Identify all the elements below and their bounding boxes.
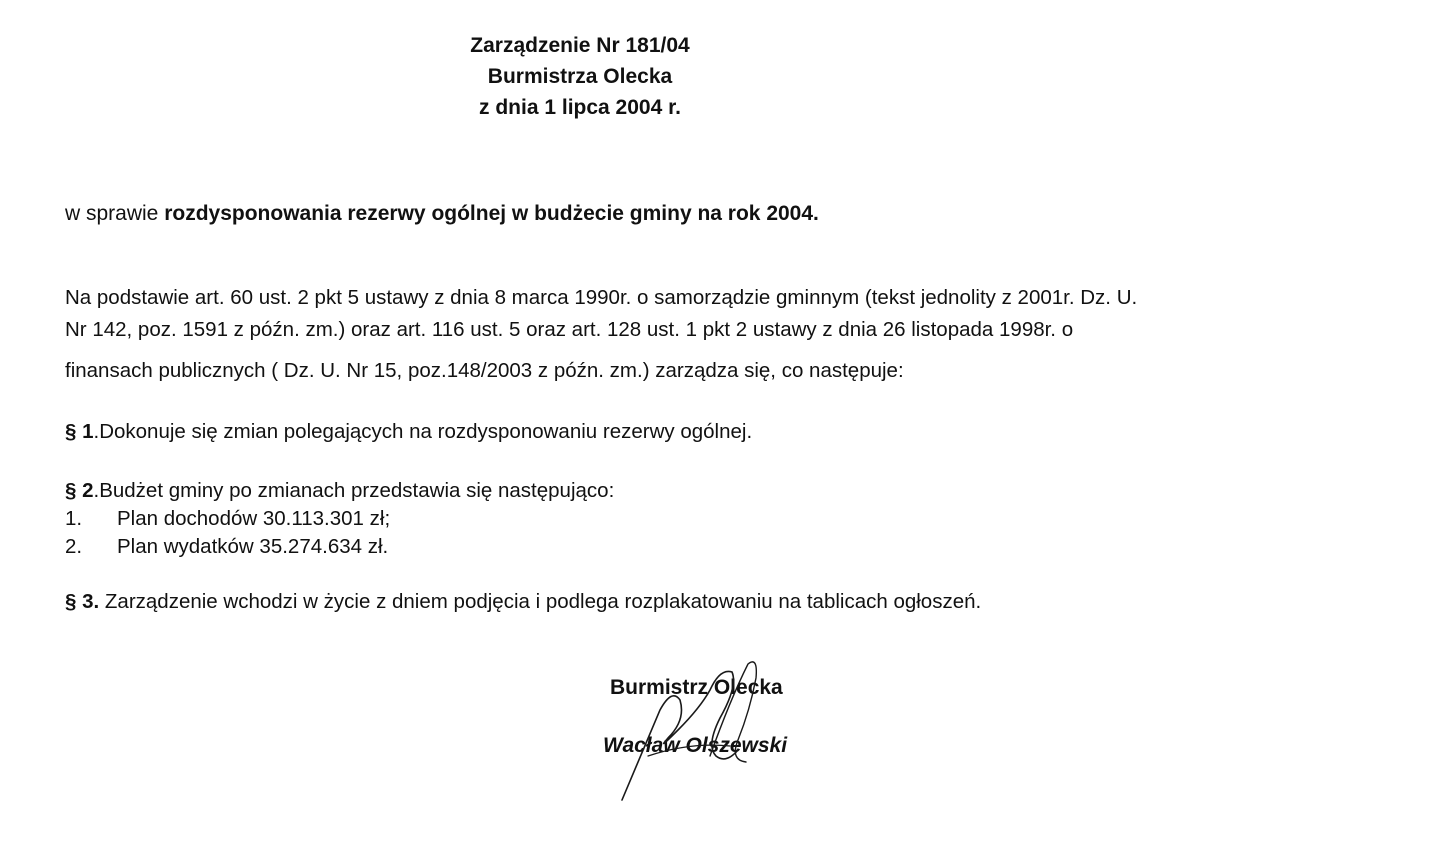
preamble-line-3: finansach publicznych ( Dz. U. Nr 15, poz.148/2003 z późn. zm.) zarządza się, co następuje: [65,359,904,382]
budget-item-2-number: 2. [65,535,83,558]
section-2-text: .Budżet gminy po zmianach przedstawia się następująco: [93,479,615,502]
budget-item-2-text: Plan wydatków 35.274.634 zł. [117,535,389,558]
section-2 [65,479,614,503]
preamble-line-2: Nr 142, poz. 1591 z późn. zm.) oraz art. 116 ust. 5 oraz art. 128 ust. 1 pkt 2 ustawy z dnia 26 listopada 1998r. o [65,318,1074,341]
issuer: Burmistrza Olecka [487,65,673,88]
section-3 [65,590,981,614]
section-3-mark: § 3. [65,590,100,613]
preamble-line-1: Na podstawie art. 60 ust. 2 pkt 5 ustawy z dnia 8 marca 1990r. o samorządzie gminnym (tekst jednolity z 2001r. Dz. U. [65,286,1138,309]
subject-prefix: w sprawie [65,202,165,225]
subject-title: rozdysponowania rezerwy ogólnej w budżecie gminy na rok 2004. [164,202,819,225]
signatory-name: Wacław Olszewski [603,734,788,757]
section-3-text: Zarządzenie wchodzi w życie z dniem podjęcia i podlega rozplakatowaniu na tablicach ogłoszeń. [99,590,982,613]
budget-item-1-number: 1. [65,507,83,530]
document-subject [65,202,819,226]
order-number: Zarządzenie Nr 181/04 [470,34,690,57]
signatory-title: Burmistrz Olecka [610,676,783,699]
issue-date: z dnia 1 lipca 2004 r. [479,96,681,119]
handwritten-signature [560,660,900,810]
section-1-mark: § 1 [65,420,94,443]
document-header [0,30,1160,123]
budget-item-2 [65,535,388,559]
section-1 [65,420,752,444]
section-1-text: .Dokonuje się zmian polegających na rozdysponowaniu rezerwy ogólnej. [93,420,753,443]
section-2-mark: § 2 [65,479,94,502]
budget-item-1 [65,507,390,531]
budget-item-1-text: Plan dochodów 30.113.301 zł; [117,507,391,530]
